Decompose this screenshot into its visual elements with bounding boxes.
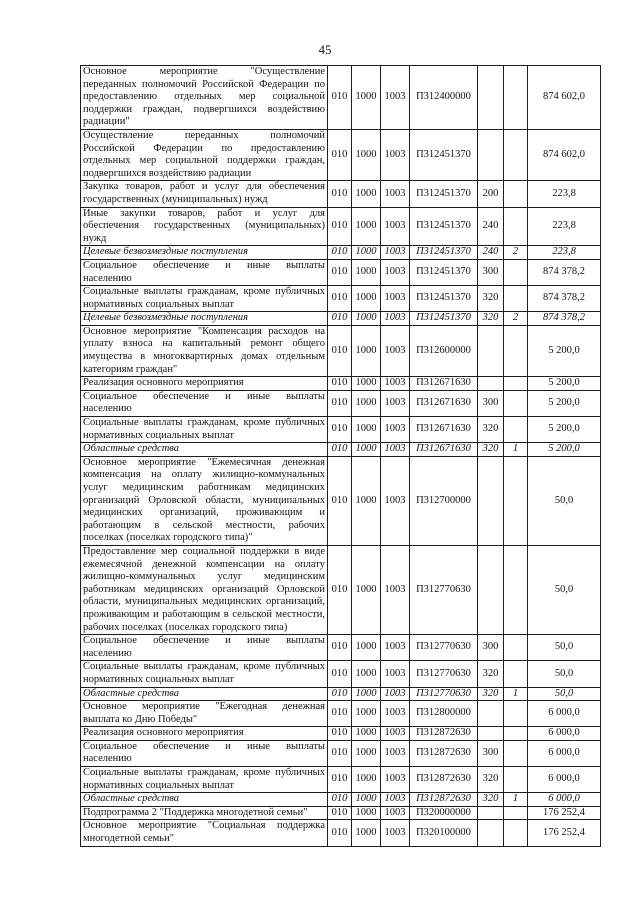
description-line: нормативных социальных выплат (83, 429, 234, 441)
description-line: государственных (муниципальных) нужд (83, 193, 268, 205)
amount-cell: 50,0 (528, 635, 601, 661)
expense-type-code-cell (478, 701, 504, 727)
target-article-code-cell: П312451370 (410, 246, 478, 260)
section-code-cell: 1000 (352, 687, 381, 701)
subsection-code-cell: 1003 (381, 443, 410, 457)
section-code-cell: 1000 (352, 417, 381, 443)
row-description (81, 66, 328, 130)
expense-type-code-cell: 320 (478, 793, 504, 807)
row-description (81, 390, 328, 416)
funding-source-code-cell (504, 820, 528, 846)
row-description (81, 456, 328, 545)
target-article-code-cell: П312451370 (410, 207, 478, 246)
expense-type-code-cell: 200 (478, 181, 504, 207)
table-row (81, 767, 601, 793)
description-line: Реализация основного мероприятия (83, 377, 244, 389)
table-row (81, 820, 601, 846)
budget-table (80, 65, 601, 847)
amount-cell: 6 000,0 (528, 767, 601, 793)
amount-cell: 5 200,0 (528, 417, 601, 443)
expense-type-code-cell (478, 325, 504, 376)
description-line: Целевые безвозмездные поступления (83, 312, 249, 324)
funding-source-code-cell (504, 740, 528, 766)
expense-type-code-cell: 320 (478, 687, 504, 701)
funding-source-code-cell: 1 (504, 793, 528, 807)
section-code-cell: 1000 (352, 740, 381, 766)
section-code-cell: 1000 (352, 207, 381, 246)
ministry-code-cell: 010 (328, 312, 352, 326)
table-row (81, 456, 601, 545)
row-description (81, 820, 328, 846)
funding-source-code-cell (504, 417, 528, 443)
ministry-code-cell: 010 (328, 820, 352, 846)
ministry-code-cell: 010 (328, 456, 352, 545)
section-code-cell: 1000 (352, 443, 381, 457)
description-line: переданных полномочий Российской Федерации по (83, 78, 325, 90)
target-article-code-cell: П312451370 (410, 312, 478, 326)
funding-source-code-cell (504, 390, 528, 416)
ministry-code-cell: 010 (328, 767, 352, 793)
ministry-code-cell: 010 (328, 390, 352, 416)
description-line: Социальные выплаты гражданам, кроме публичных (83, 767, 325, 779)
row-description (81, 687, 328, 701)
ministry-code-cell: 010 (328, 727, 352, 741)
description-line: Реализация основного мероприятия (83, 727, 244, 739)
amount-cell: 6 000,0 (528, 701, 601, 727)
amount-cell: 176 252,4 (528, 806, 601, 820)
table-row (81, 635, 601, 661)
description-line: организаций Орловской области, муниципальных (83, 494, 325, 506)
subsection-code-cell: 1003 (381, 806, 410, 820)
subsection-code-cell: 1003 (381, 740, 410, 766)
funding-source-code-cell: 2 (504, 246, 528, 260)
description-line: нормативных социальных выплат (83, 779, 234, 791)
target-article-code-cell: П320100000 (410, 820, 478, 846)
description-line: Осуществление переданных полномочий (83, 129, 325, 141)
amount-cell: 6 000,0 (528, 727, 601, 741)
table-row (81, 740, 601, 766)
expense-type-code-cell: 300 (478, 390, 504, 416)
amount-cell: 223,8 (528, 246, 601, 260)
funding-source-code-cell (504, 767, 528, 793)
description-line: Основное мероприятие "Ежегодная денежная (83, 701, 325, 713)
section-code-cell: 1000 (352, 246, 381, 260)
expense-type-code-cell: 320 (478, 417, 504, 443)
table-row (81, 687, 601, 701)
table-row (81, 129, 601, 180)
table-row (81, 545, 601, 634)
expense-type-code-cell (478, 820, 504, 846)
expense-type-code-cell (478, 727, 504, 741)
description-line: рабочих поселках (поселках городского типа) (83, 621, 288, 633)
description-line: жилищно-коммунальных услуг медицинским (83, 571, 325, 583)
subsection-code-cell: 1003 (381, 545, 410, 634)
section-code-cell: 1000 (352, 767, 381, 793)
description-line: Социальные выплаты гражданам, кроме публичных (83, 661, 325, 673)
section-code-cell: 1000 (352, 390, 381, 416)
subsection-code-cell: 1003 (381, 377, 410, 391)
table-row (81, 417, 601, 443)
target-article-code-cell: П312872630 (410, 793, 478, 807)
expense-type-code-cell (478, 66, 504, 130)
description-line: Социальное обеспечение и иные выплаты (83, 635, 325, 647)
section-code-cell: 1000 (352, 286, 381, 312)
description-line: Российской Федерации по предоставлению (83, 142, 325, 154)
description-line: нормативных социальных выплат (83, 298, 234, 310)
subsection-code-cell: 1003 (381, 286, 410, 312)
ministry-code-cell: 010 (328, 661, 352, 687)
table-row (81, 259, 601, 285)
row-description (81, 259, 328, 285)
expense-type-code-cell: 240 (478, 207, 504, 246)
target-article-code-cell: П312770630 (410, 661, 478, 687)
row-description (81, 417, 328, 443)
funding-source-code-cell (504, 635, 528, 661)
section-code-cell: 1000 (352, 806, 381, 820)
section-code-cell: 1000 (352, 181, 381, 207)
row-description (81, 443, 328, 457)
description-line: Закупка товаров, работ и услуг для обеспечения (83, 181, 325, 193)
table-row (81, 66, 601, 130)
subsection-code-cell: 1003 (381, 727, 410, 741)
subsection-code-cell: 1003 (381, 767, 410, 793)
description-line: отдельных мер социальной поддержки граждан, (83, 155, 325, 167)
ministry-code-cell: 010 (328, 740, 352, 766)
amount-cell: 5 200,0 (528, 325, 601, 376)
description-line: Областные средства (83, 687, 180, 699)
description-line: поддержки граждан, подвергшихся воздействию (83, 103, 325, 115)
subsection-code-cell: 1003 (381, 793, 410, 807)
description-line: Предоставление мер социальной поддержки в виде (83, 545, 325, 557)
row-description (81, 325, 328, 376)
section-code-cell: 1000 (352, 129, 381, 180)
ministry-code-cell: 010 (328, 806, 352, 820)
funding-source-code-cell (504, 701, 528, 727)
expense-type-code-cell: 320 (478, 767, 504, 793)
expense-type-code-cell: 240 (478, 246, 504, 260)
amount-cell: 50,0 (528, 661, 601, 687)
description-line: Целевые безвозмездные поступления (83, 246, 249, 258)
funding-source-code-cell (504, 66, 528, 130)
description-line: Основное мероприятие "Социальная поддержка (83, 820, 325, 832)
subsection-code-cell: 1003 (381, 181, 410, 207)
section-code-cell: 1000 (352, 727, 381, 741)
description-line: нужд (83, 232, 107, 244)
description-line: области, муниципальных медицинских организаций, (83, 596, 325, 608)
description-line: нормативных социальных выплат (83, 673, 234, 685)
subsection-code-cell: 1003 (381, 456, 410, 545)
table-row (81, 286, 601, 312)
description-line: Областные средства (83, 793, 180, 805)
ministry-code-cell: 010 (328, 181, 352, 207)
subsection-code-cell: 1003 (381, 661, 410, 687)
target-article-code-cell: П312671630 (410, 443, 478, 457)
amount-cell: 5 200,0 (528, 390, 601, 416)
ministry-code-cell: 010 (328, 417, 352, 443)
target-article-code-cell: П312600000 (410, 325, 478, 376)
expense-type-code-cell (478, 129, 504, 180)
description-line: медицинских организаций, проживающим и (83, 507, 325, 519)
funding-source-code-cell (504, 207, 528, 246)
subsection-code-cell: 1003 (381, 207, 410, 246)
description-line: обеспечения государственных (муниципальных) (83, 220, 325, 232)
description-line: работникам медицинских организаций Орловской (83, 583, 325, 595)
ministry-code-cell: 010 (328, 701, 352, 727)
subsection-code-cell: 1003 (381, 66, 410, 130)
section-code-cell: 1000 (352, 312, 381, 326)
table-row (81, 443, 601, 457)
description-line: Основное мероприятие "Компенсация расходов на (83, 325, 325, 337)
subsection-code-cell: 1003 (381, 325, 410, 376)
subsection-code-cell: 1003 (381, 259, 410, 285)
description-line: Иные закупки товаров, работ и услуг для (83, 207, 325, 219)
subsection-code-cell: 1003 (381, 635, 410, 661)
target-article-code-cell: П312770630 (410, 635, 478, 661)
ministry-code-cell: 010 (328, 129, 352, 180)
target-article-code-cell: П312671630 (410, 417, 478, 443)
target-article-code-cell: П312451370 (410, 181, 478, 207)
table-row (81, 207, 601, 246)
target-article-code-cell: П312872630 (410, 767, 478, 793)
expense-type-code-cell: 300 (478, 740, 504, 766)
expense-type-code-cell (478, 806, 504, 820)
ministry-code-cell: 010 (328, 635, 352, 661)
expense-type-code-cell: 320 (478, 661, 504, 687)
amount-cell: 223,8 (528, 181, 601, 207)
target-article-code-cell: П312671630 (410, 390, 478, 416)
subsection-code-cell: 1003 (381, 820, 410, 846)
row-description (81, 635, 328, 661)
target-article-code-cell: П320000000 (410, 806, 478, 820)
row-description (81, 246, 328, 260)
funding-source-code-cell: 2 (504, 312, 528, 326)
funding-source-code-cell (504, 806, 528, 820)
amount-cell: 50,0 (528, 687, 601, 701)
funding-source-code-cell (504, 325, 528, 376)
expense-type-code-cell: 300 (478, 635, 504, 661)
amount-cell: 223,8 (528, 207, 601, 246)
description-line: выплата ко Дню Победы" (83, 713, 198, 725)
description-line: радиации" (83, 116, 130, 128)
row-description (81, 806, 328, 820)
ministry-code-cell: 010 (328, 246, 352, 260)
row-description (81, 181, 328, 207)
table-row (81, 312, 601, 326)
funding-source-code-cell (504, 129, 528, 180)
budget-table-body (81, 66, 601, 847)
description-line: Социальное обеспечение и иные выплаты (83, 259, 325, 271)
amount-cell: 874 378,2 (528, 312, 601, 326)
expense-type-code-cell (478, 456, 504, 545)
ministry-code-cell: 010 (328, 687, 352, 701)
row-description (81, 207, 328, 246)
amount-cell: 874 602,0 (528, 129, 601, 180)
subsection-code-cell: 1003 (381, 390, 410, 416)
row-description (81, 793, 328, 807)
expense-type-code-cell: 320 (478, 312, 504, 326)
funding-source-code-cell (504, 377, 528, 391)
ministry-code-cell: 010 (328, 793, 352, 807)
description-line: поселках (поселках городского типа)" (83, 532, 253, 544)
description-line: предоставлению отдельных мер социальной (83, 91, 325, 103)
description-line: Областные средства (83, 443, 180, 455)
table-row (81, 806, 601, 820)
ministry-code-cell: 010 (328, 325, 352, 376)
page-number: 45 (318, 42, 332, 57)
description-line: Социальное обеспечение и иные выплаты (83, 390, 325, 402)
target-article-code-cell: П312400000 (410, 66, 478, 130)
target-article-code-cell: П312671630 (410, 377, 478, 391)
funding-source-code-cell (504, 545, 528, 634)
funding-source-code-cell (504, 259, 528, 285)
table-row (81, 377, 601, 391)
funding-source-code-cell (504, 181, 528, 207)
funding-source-code-cell (504, 661, 528, 687)
amount-cell: 874 378,2 (528, 286, 601, 312)
target-article-code-cell: П312451370 (410, 259, 478, 285)
table-row (81, 390, 601, 416)
section-code-cell: 1000 (352, 793, 381, 807)
section-code-cell: 1000 (352, 701, 381, 727)
expense-type-code-cell: 300 (478, 259, 504, 285)
ministry-code-cell: 010 (328, 443, 352, 457)
amount-cell: 50,0 (528, 456, 601, 545)
amount-cell: 176 252,4 (528, 820, 601, 846)
funding-source-code-cell: 1 (504, 687, 528, 701)
expense-type-code-cell (478, 377, 504, 391)
row-description (81, 661, 328, 687)
section-code-cell: 1000 (352, 377, 381, 391)
row-description (81, 286, 328, 312)
target-article-code-cell: П312872630 (410, 727, 478, 741)
target-article-code-cell: П312451370 (410, 129, 478, 180)
subsection-code-cell: 1003 (381, 246, 410, 260)
expense-type-code-cell: 320 (478, 443, 504, 457)
description-line: проживающим и работающим в сельской местности, (83, 608, 325, 620)
amount-cell: 50,0 (528, 545, 601, 634)
target-article-code-cell: П312700000 (410, 456, 478, 545)
section-code-cell: 1000 (352, 456, 381, 545)
description-line: Основное мероприятие "Осуществление (83, 66, 325, 77)
section-code-cell: 1000 (352, 259, 381, 285)
ministry-code-cell: 010 (328, 377, 352, 391)
target-article-code-cell: П312800000 (410, 701, 478, 727)
subsection-code-cell: 1003 (381, 701, 410, 727)
description-line: услуг медицинским работникам медицинских (83, 482, 325, 493)
row-description (81, 377, 328, 391)
expense-type-code-cell: 320 (478, 286, 504, 312)
funding-source-code-cell (504, 286, 528, 312)
amount-cell: 6 000,0 (528, 793, 601, 807)
description-line: категориям граждан" (83, 363, 178, 375)
row-description (81, 312, 328, 326)
description-line: населению (83, 753, 132, 765)
table-row (81, 325, 601, 376)
amount-cell: 5 200,0 (528, 443, 601, 457)
funding-source-code-cell (504, 456, 528, 545)
row-description (81, 701, 328, 727)
description-line: Социальное обеспечение и иные выплаты (83, 740, 325, 752)
description-line: Социальные выплаты гражданам, кроме публичных (83, 286, 325, 298)
subsection-code-cell: 1003 (381, 417, 410, 443)
row-description (81, 767, 328, 793)
description-line: Подпрограмма 2 "Поддержка многодетной семьи" (83, 806, 308, 818)
table-row (81, 701, 601, 727)
amount-cell: 874 602,0 (528, 66, 601, 130)
ministry-code-cell: 010 (328, 286, 352, 312)
row-description (81, 129, 328, 180)
description-line: Социальные выплаты гражданам, кроме публичных (83, 417, 325, 429)
row-description (81, 727, 328, 741)
ministry-code-cell: 010 (328, 66, 352, 130)
target-article-code-cell: П312451370 (410, 286, 478, 312)
table-row (81, 661, 601, 687)
subsection-code-cell: 1003 (381, 312, 410, 326)
description-line: населению (83, 403, 132, 415)
ministry-code-cell: 010 (328, 259, 352, 285)
table-row (81, 246, 601, 260)
description-line: работающим в сельской местности, рабочих (83, 519, 325, 531)
row-description (81, 545, 328, 634)
amount-cell: 5 200,0 (528, 377, 601, 391)
section-code-cell: 1000 (352, 545, 381, 634)
subsection-code-cell: 1003 (381, 687, 410, 701)
ministry-code-cell: 010 (328, 207, 352, 246)
amount-cell: 6 000,0 (528, 740, 601, 766)
section-code-cell: 1000 (352, 66, 381, 130)
section-code-cell: 1000 (352, 661, 381, 687)
table-row (81, 727, 601, 741)
description-line: населению (83, 647, 132, 659)
funding-source-code-cell: 1 (504, 443, 528, 457)
target-article-code-cell: П312770630 (410, 687, 478, 701)
description-line: уплату взноса на капитальный ремонт общего (83, 338, 325, 350)
section-code-cell: 1000 (352, 325, 381, 376)
funding-source-code-cell (504, 727, 528, 741)
description-line: населению (83, 272, 132, 284)
section-code-cell: 1000 (352, 820, 381, 846)
table-row (81, 793, 601, 807)
description-line: подвергшихся воздействию радиации (83, 167, 252, 179)
description-line: многодетной семьи" (83, 833, 174, 845)
row-description (81, 740, 328, 766)
section-code-cell: 1000 (352, 635, 381, 661)
description-line: компенсация на оплату жилищно-коммунальных (83, 469, 325, 481)
expense-type-code-cell (478, 545, 504, 634)
table-row (81, 181, 601, 207)
amount-cell: 874 378,2 (528, 259, 601, 285)
description-line: Основное мероприятие "Ежемесячная денежная (83, 456, 325, 468)
description-line: ежемесячной денежной компенсации на оплату (83, 558, 325, 570)
subsection-code-cell: 1003 (381, 129, 410, 180)
target-article-code-cell: П312872630 (410, 740, 478, 766)
description-line: имущества в многоквартирных домах отдельным (83, 351, 325, 363)
ministry-code-cell: 010 (328, 545, 352, 634)
target-article-code-cell: П312770630 (410, 545, 478, 634)
